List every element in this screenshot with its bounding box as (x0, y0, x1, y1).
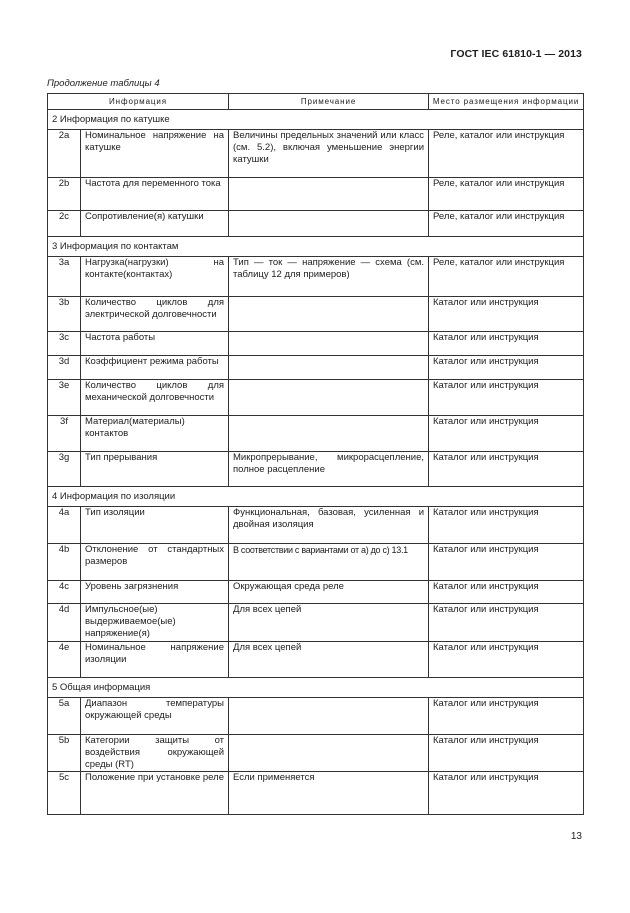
row-number: 5b (48, 735, 81, 772)
row-number: 4c (48, 581, 81, 604)
row-info: Тип изоляции (81, 507, 229, 544)
row-note: Микропрерывание, микрорасцепление, полное расцепление (229, 452, 429, 487)
table-row (48, 581, 584, 604)
row-number: 2c (48, 211, 81, 237)
table-row (48, 297, 584, 332)
row-info: Отклонение от стандартных размеров (81, 544, 229, 581)
row-info: Номинальное напряжение на катушке (81, 130, 229, 178)
table-row (48, 544, 584, 581)
row-note (229, 297, 429, 332)
row-place: Каталог или инструкция (429, 380, 584, 416)
table-row (48, 130, 584, 178)
row-number: 4a (48, 507, 81, 544)
row-info: Категории защиты от воздействия окружающей среды (RT) (81, 735, 229, 772)
row-number: 3a (48, 257, 81, 297)
table-row (48, 642, 584, 678)
table-row (48, 257, 584, 297)
relay-information-table (47, 93, 584, 815)
row-note (229, 211, 429, 237)
row-place: Каталог или инструкция (429, 544, 584, 581)
row-info: Коэффициент режима работы (81, 356, 229, 380)
section-title: 3 Информация по контактам (48, 237, 584, 257)
section-title: 2 Информация по катушке (48, 110, 584, 130)
row-info: Частота работы (81, 332, 229, 356)
row-number: 5a (48, 698, 81, 735)
row-number: 3c (48, 332, 81, 356)
row-number: 3g (48, 452, 81, 487)
row-note (229, 416, 429, 452)
row-info: Количество циклов для электрической долговечности (81, 297, 229, 332)
row-note: В соответствии с вариантами от a) до c) 13.1 (229, 544, 429, 581)
row-place: Каталог или инструкция (429, 604, 584, 642)
document-standard-header: ГОСТ IEC 61810-1 — 2013 (450, 48, 582, 60)
row-number: 3b (48, 297, 81, 332)
row-place: Каталог или инструкция (429, 642, 584, 678)
row-number: 4e (48, 642, 81, 678)
row-note (229, 735, 429, 772)
table-row (48, 416, 584, 452)
row-number: 4b (48, 544, 81, 581)
section-row (48, 110, 584, 130)
row-info: Частота для переменного тока (81, 178, 229, 211)
table-caption: Продолжение таблицы 4 (47, 78, 160, 89)
row-info: Номинальное напряжение изоляции (81, 642, 229, 678)
row-note (229, 698, 429, 735)
row-place: Реле, каталог или инструкция (429, 211, 584, 237)
row-number: 2a (48, 130, 81, 178)
row-note (229, 332, 429, 356)
row-note: Для всех цепей (229, 642, 429, 678)
row-place: Каталог или инструкция (429, 581, 584, 604)
row-info: Сопротивление(я) катушки (81, 211, 229, 237)
table-row (48, 332, 584, 356)
section-row (48, 487, 584, 507)
section-row (48, 678, 584, 698)
row-place: Реле, каталог или инструкция (429, 257, 584, 297)
row-note (229, 356, 429, 380)
row-place: Каталог или инструкция (429, 452, 584, 487)
row-note (229, 178, 429, 211)
row-number: 3f (48, 416, 81, 452)
row-place: Каталог или инструкция (429, 356, 584, 380)
row-note: Величины предельных значений или класс (см. 5.2), включая уменьшение энергии катушки (229, 130, 429, 178)
row-place: Каталог или инструкция (429, 416, 584, 452)
section-title: 4 Информация по изоляции (48, 487, 584, 507)
row-info: Тип прерывания (81, 452, 229, 487)
section-row (48, 237, 584, 257)
table-row (48, 356, 584, 380)
row-place: Каталог или инструкция (429, 297, 584, 332)
table-row (48, 772, 584, 815)
page-number: 13 (570, 831, 582, 842)
table-row (48, 604, 584, 642)
row-info: Импульсное(ые) выдерживаемое(ые) напряжение(я) (81, 604, 229, 642)
row-number: 3e (48, 380, 81, 416)
row-note: Если применяется (229, 772, 429, 815)
header-note: Примечание (229, 94, 429, 110)
table-row (48, 735, 584, 772)
row-note: Окружающая среда реле (229, 581, 429, 604)
table-header-row (48, 94, 584, 110)
table-row (48, 452, 584, 487)
row-note: Для всех цепей (229, 604, 429, 642)
row-place: Каталог или инструкция (429, 698, 584, 735)
row-place: Каталог или инструкция (429, 772, 584, 815)
row-number: 4d (48, 604, 81, 642)
row-info: Уровень загрязнения (81, 581, 229, 604)
row-note: Функциональная, базовая, усиленная и двойная изоляция (229, 507, 429, 544)
row-note: Тип — ток — напряжение — схема (см. таблицу 12 для примеров) (229, 257, 429, 297)
row-place: Каталог или инструкция (429, 507, 584, 544)
row-place: Каталог или инструкция (429, 735, 584, 772)
row-place: Реле, каталог или инструкция (429, 178, 584, 211)
section-title: 5 Общая информация (48, 678, 584, 698)
row-number: 2b (48, 178, 81, 211)
row-place: Каталог или инструкция (429, 332, 584, 356)
row-number: 5c (48, 772, 81, 815)
table-row (48, 211, 584, 237)
row-info: Нагрузка(нагрузки) на контакте(контактах) (81, 257, 229, 297)
row-info: Материал(материалы) контактов (81, 416, 229, 452)
row-place: Реле, каталог или инструкция (429, 130, 584, 178)
row-info: Положение при установке реле (81, 772, 229, 815)
row-number: 3d (48, 356, 81, 380)
table-row (48, 698, 584, 735)
table-row (48, 178, 584, 211)
table-row (48, 507, 584, 544)
row-info: Диапазон температуры окружающей среды (81, 698, 229, 735)
row-note (229, 380, 429, 416)
row-info: Количество циклов для механической долговечности (81, 380, 229, 416)
header-place: Место размещения информации (429, 94, 584, 110)
header-info: Информация (48, 94, 229, 110)
table-row (48, 380, 584, 416)
